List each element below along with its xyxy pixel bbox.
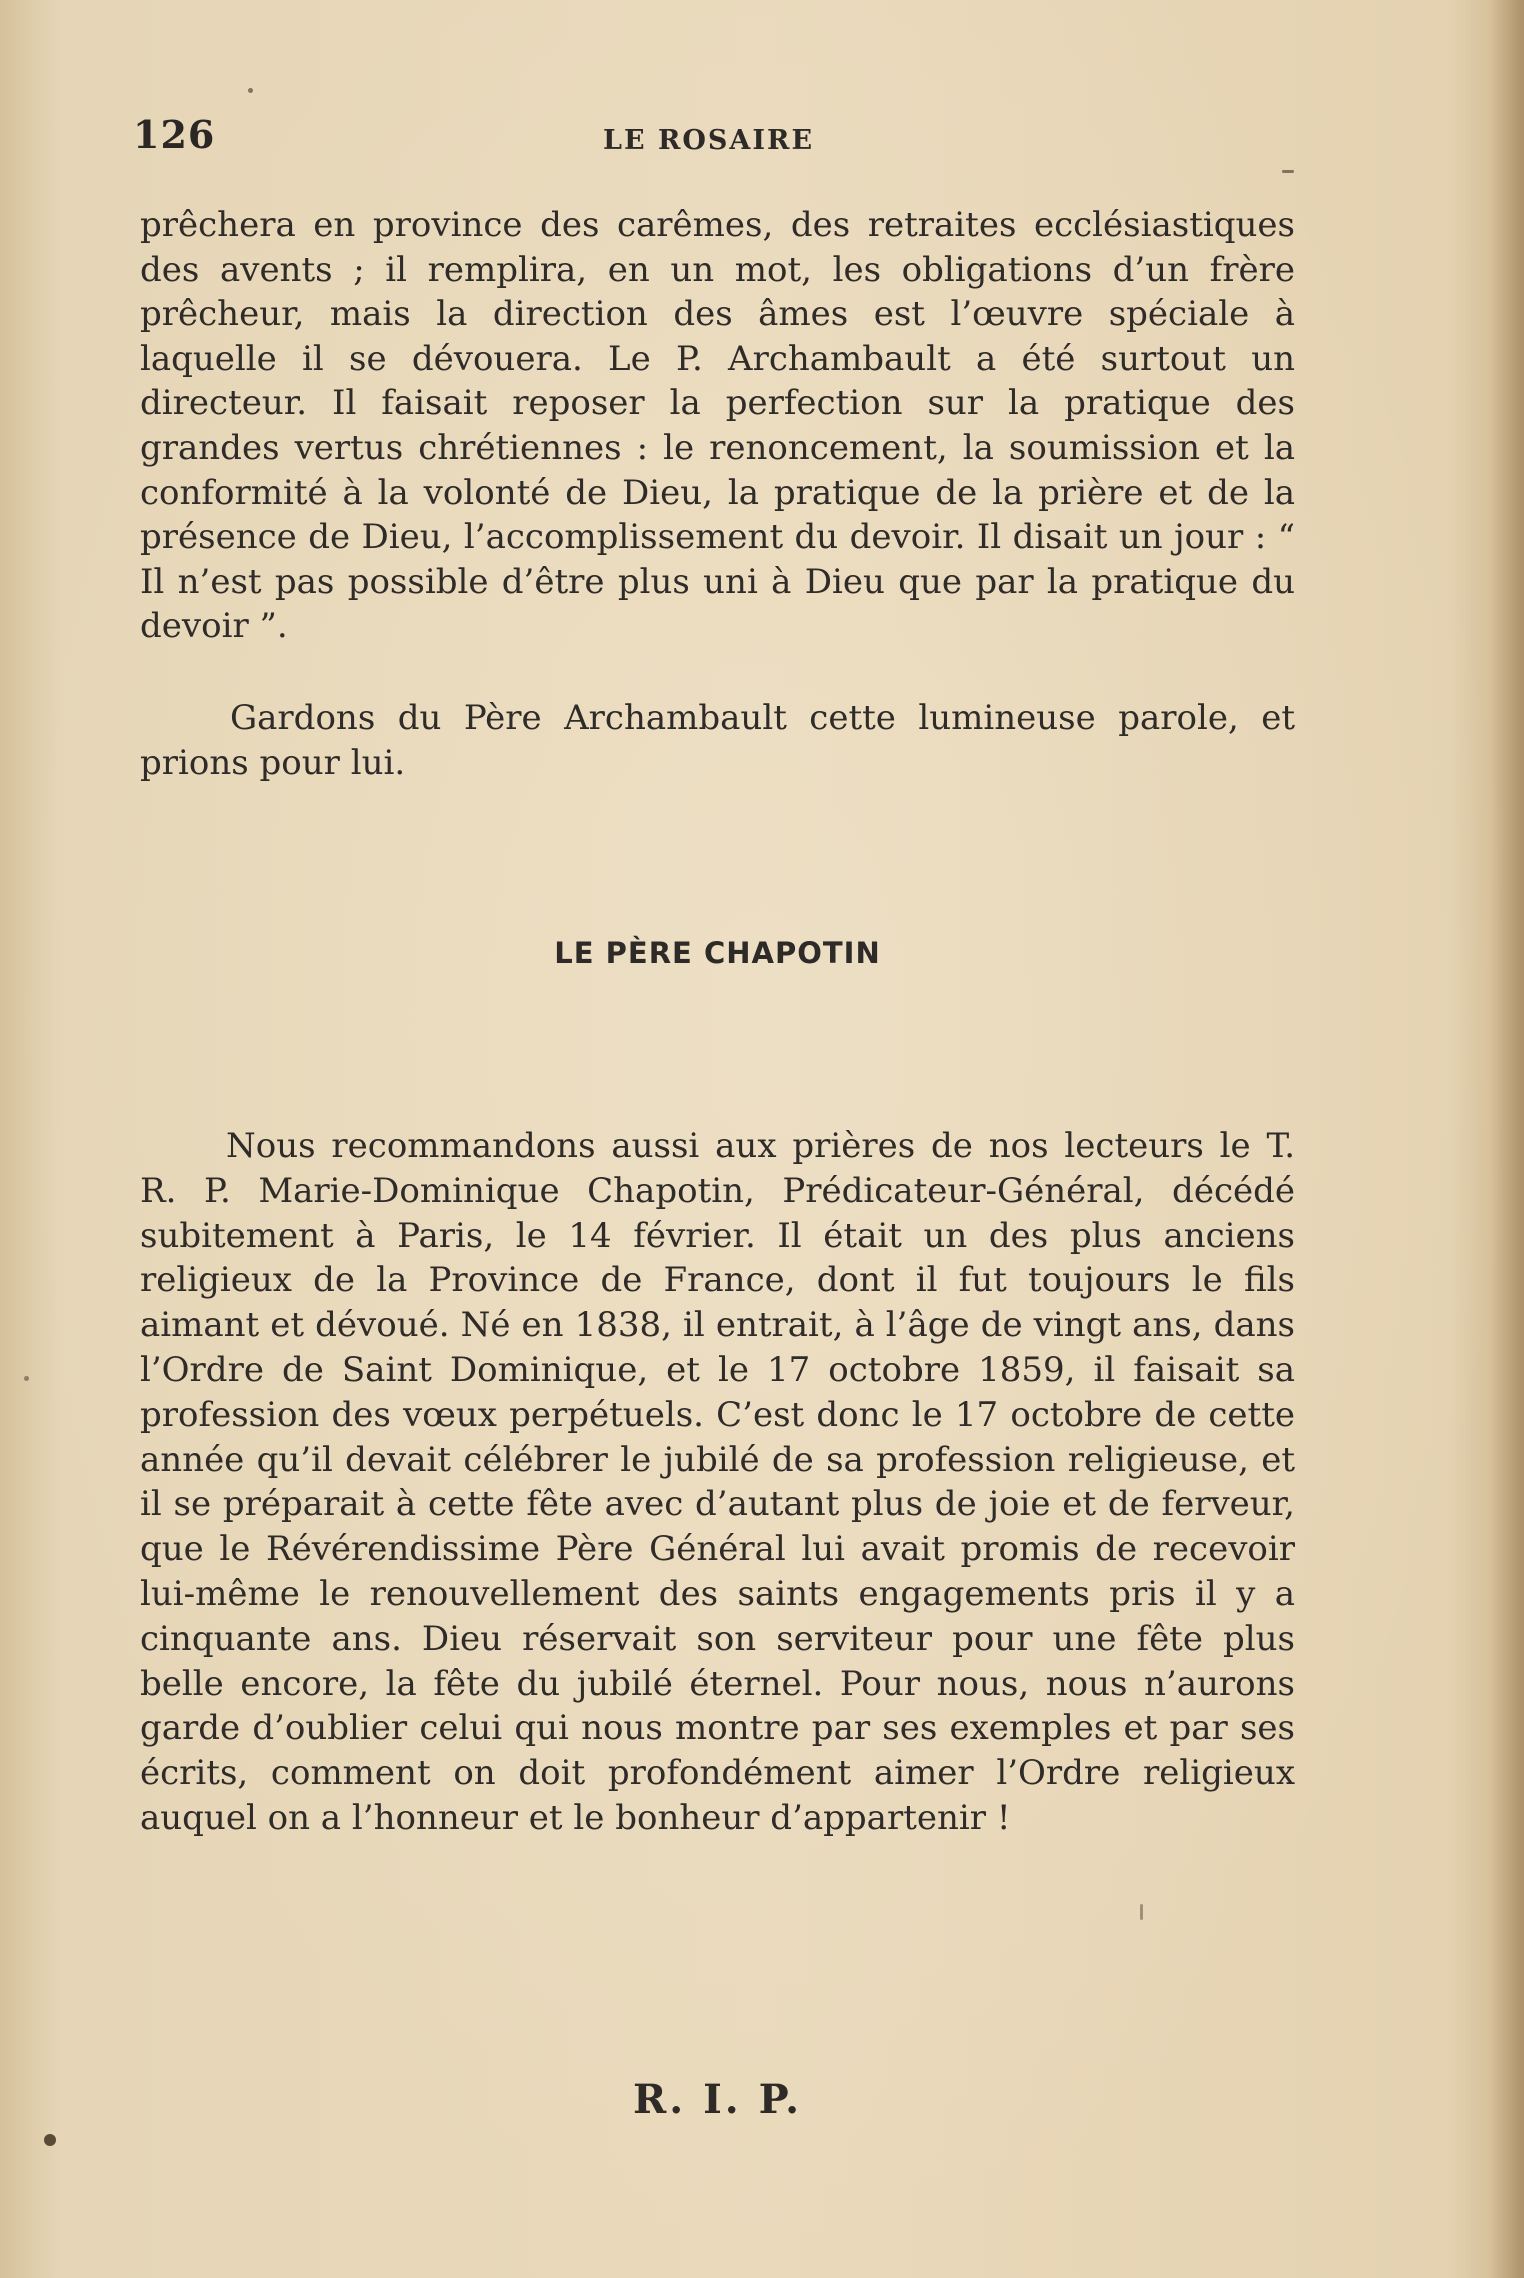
continuation-paragraph: prêchera en province des carêmes, des retraites ecclésiastiques des avents ; il remplira, en un mot, les obligations d’un frère prêcheur, mais la direction des âmes est l’œuvre spéciale à laquelle il se dévouera. Le P. Archambault a été surtout un directeur. Il faisait reposer la perfection sur la pratique des grandes vertus chrétiennes : le renoncement, la soumission et la conformité à la volonté de Dieu, la pratique de la prière et de la présence de Dieu, l’accomplissement du devoir. Il disait un jour : “ Il n’est pas possible d’être plus uni à Dieu que par la pratique du devoir ”. <box>140 205 1295 647</box>
paper-speck <box>248 88 253 93</box>
paper-speck <box>1282 170 1294 173</box>
running-title: LE ROSAIRE <box>603 125 815 156</box>
running-head <box>133 112 1298 172</box>
paper-speck <box>44 2134 56 2146</box>
obituary-paragraph: Nous recommandons aussi aux prières de nos lecteurs le T. R. P. Marie-Dominique Chapotin, Prédicateur-Général, décédé subitement à Paris, le 14 février. Il était un des plus anciens religieux de la Province de France, dont il fut toujours le fils aimant et dévoué. Né en 1838, il entrait, à l’âge de vingt ans, dans l’Ordre de Saint Dominique, et le 17 octobre 1859, il faisait sa profession des vœux perpétuels. C’est donc le 17 octobre de cette année qu’il devait célébrer le jubilé de sa profession religieuse, et il se préparait à cette fête avec d’autant plus de joie et de ferveur, que le Révérendissime Père Général lui avait promis de recevoir lui-même le renouvellement des saints engagements pris il y a cinquante ans. Dieu réservait son serviteur pour une fête plus belle encore, la fête du jubilé éternel. Pour nous, nous n’aurons garde d’oublier celui qui nous montre par ses exemples et par ses écrits, comment on doit profondément aimer l’Ordre religieux auquel on a l’honneur et le bonheur d’appartenir ! <box>140 1126 1295 1838</box>
spine-shadow <box>1490 0 1524 2278</box>
closing-exhortation-paragraph: Gardons du Père Archambault cette lumineuse parole, et prions pour lui. <box>140 698 1295 783</box>
rip-closing: R. I. P. <box>632 2076 803 2123</box>
paper-speck <box>24 1376 29 1381</box>
paper-speck <box>1140 1904 1143 1920</box>
section-heading: LE PÈRE CHAPOTIN <box>554 936 881 970</box>
page-number: 126 <box>133 112 216 157</box>
